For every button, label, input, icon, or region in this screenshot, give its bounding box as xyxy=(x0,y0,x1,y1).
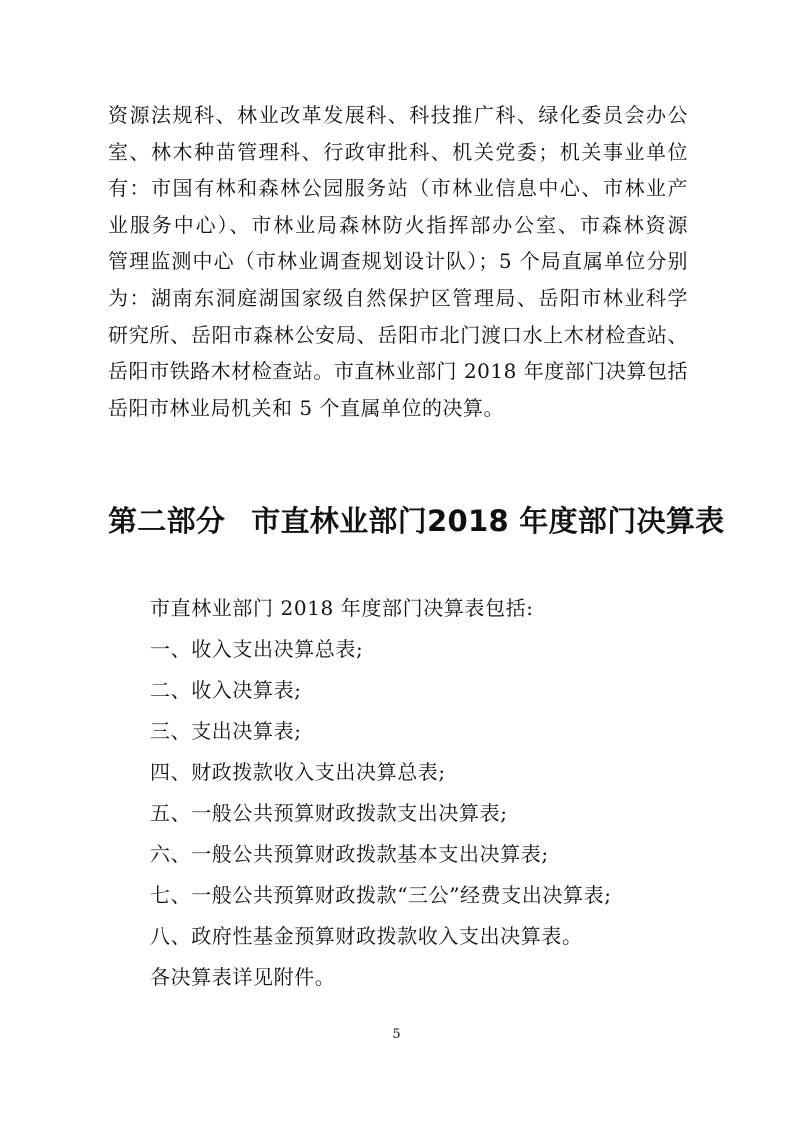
intro-line: 管理监测中心（市林业调查规划设计队）；5 个局直属单位分别 xyxy=(108,249,688,274)
intro-line: 岳阳市林业局机关和 5 个直属单位的决算。 xyxy=(108,395,504,420)
intro-line: 有：市国有林和森林公园服务站（市林业信息中心、市林业产 xyxy=(108,176,688,201)
section-heading xyxy=(108,500,725,542)
section-part-label: 第二部分 xyxy=(108,504,226,538)
intro-line: 室、林木种苗管理科、行政审批科、机关党委；机关事业单位 xyxy=(108,139,688,164)
list-note: 各决算表详见附件。 xyxy=(150,965,336,989)
section-title: 市直林业部门2018 年度部门决算表 xyxy=(251,504,725,538)
intro-line: 资源法规科、林业改革发展科、科技推广科、绿化委员会办公 xyxy=(108,103,688,127)
list-item: 七、一般公共预算财政拨款“三公”经费支出决算表; xyxy=(150,883,612,907)
list-item: 六、一般公共预算财政拨款基本支出决算表; xyxy=(150,842,549,866)
statement-list xyxy=(150,588,710,998)
list-item: 八、政府性基金预算财政拨款收入支出决算表。 xyxy=(150,924,583,948)
list-item: 四、财政拨款收入支出决算总表; xyxy=(150,760,446,784)
list-intro: 市直林业部门 2018 年度部门决算表包括: xyxy=(150,596,534,620)
list-item: 一、收入支出决算总表; xyxy=(150,637,364,661)
intro-line: 岳阳市铁路木材检查站。市直林业部门 2018 年度部门决算包括 xyxy=(108,359,688,384)
intro-line: 业服务中心）、市林业局森林防火指挥部办公室、市森林资源 xyxy=(108,212,688,237)
intro-paragraph xyxy=(108,97,688,426)
page-number: 5 xyxy=(392,1027,401,1042)
list-item: 二、收入决算表; xyxy=(150,678,302,702)
list-item: 三、支出决算表; xyxy=(150,719,302,743)
intro-line: 为：湖南东洞庭湖国家级自然保护区管理局、岳阳市林业科学 xyxy=(108,285,688,310)
list-item: 五、一般公共预算财政拨款支出决算表; xyxy=(150,801,508,825)
intro-line: 研究所、岳阳市森林公安局、岳阳市北门渡口水上木材检查站、 xyxy=(108,322,688,347)
